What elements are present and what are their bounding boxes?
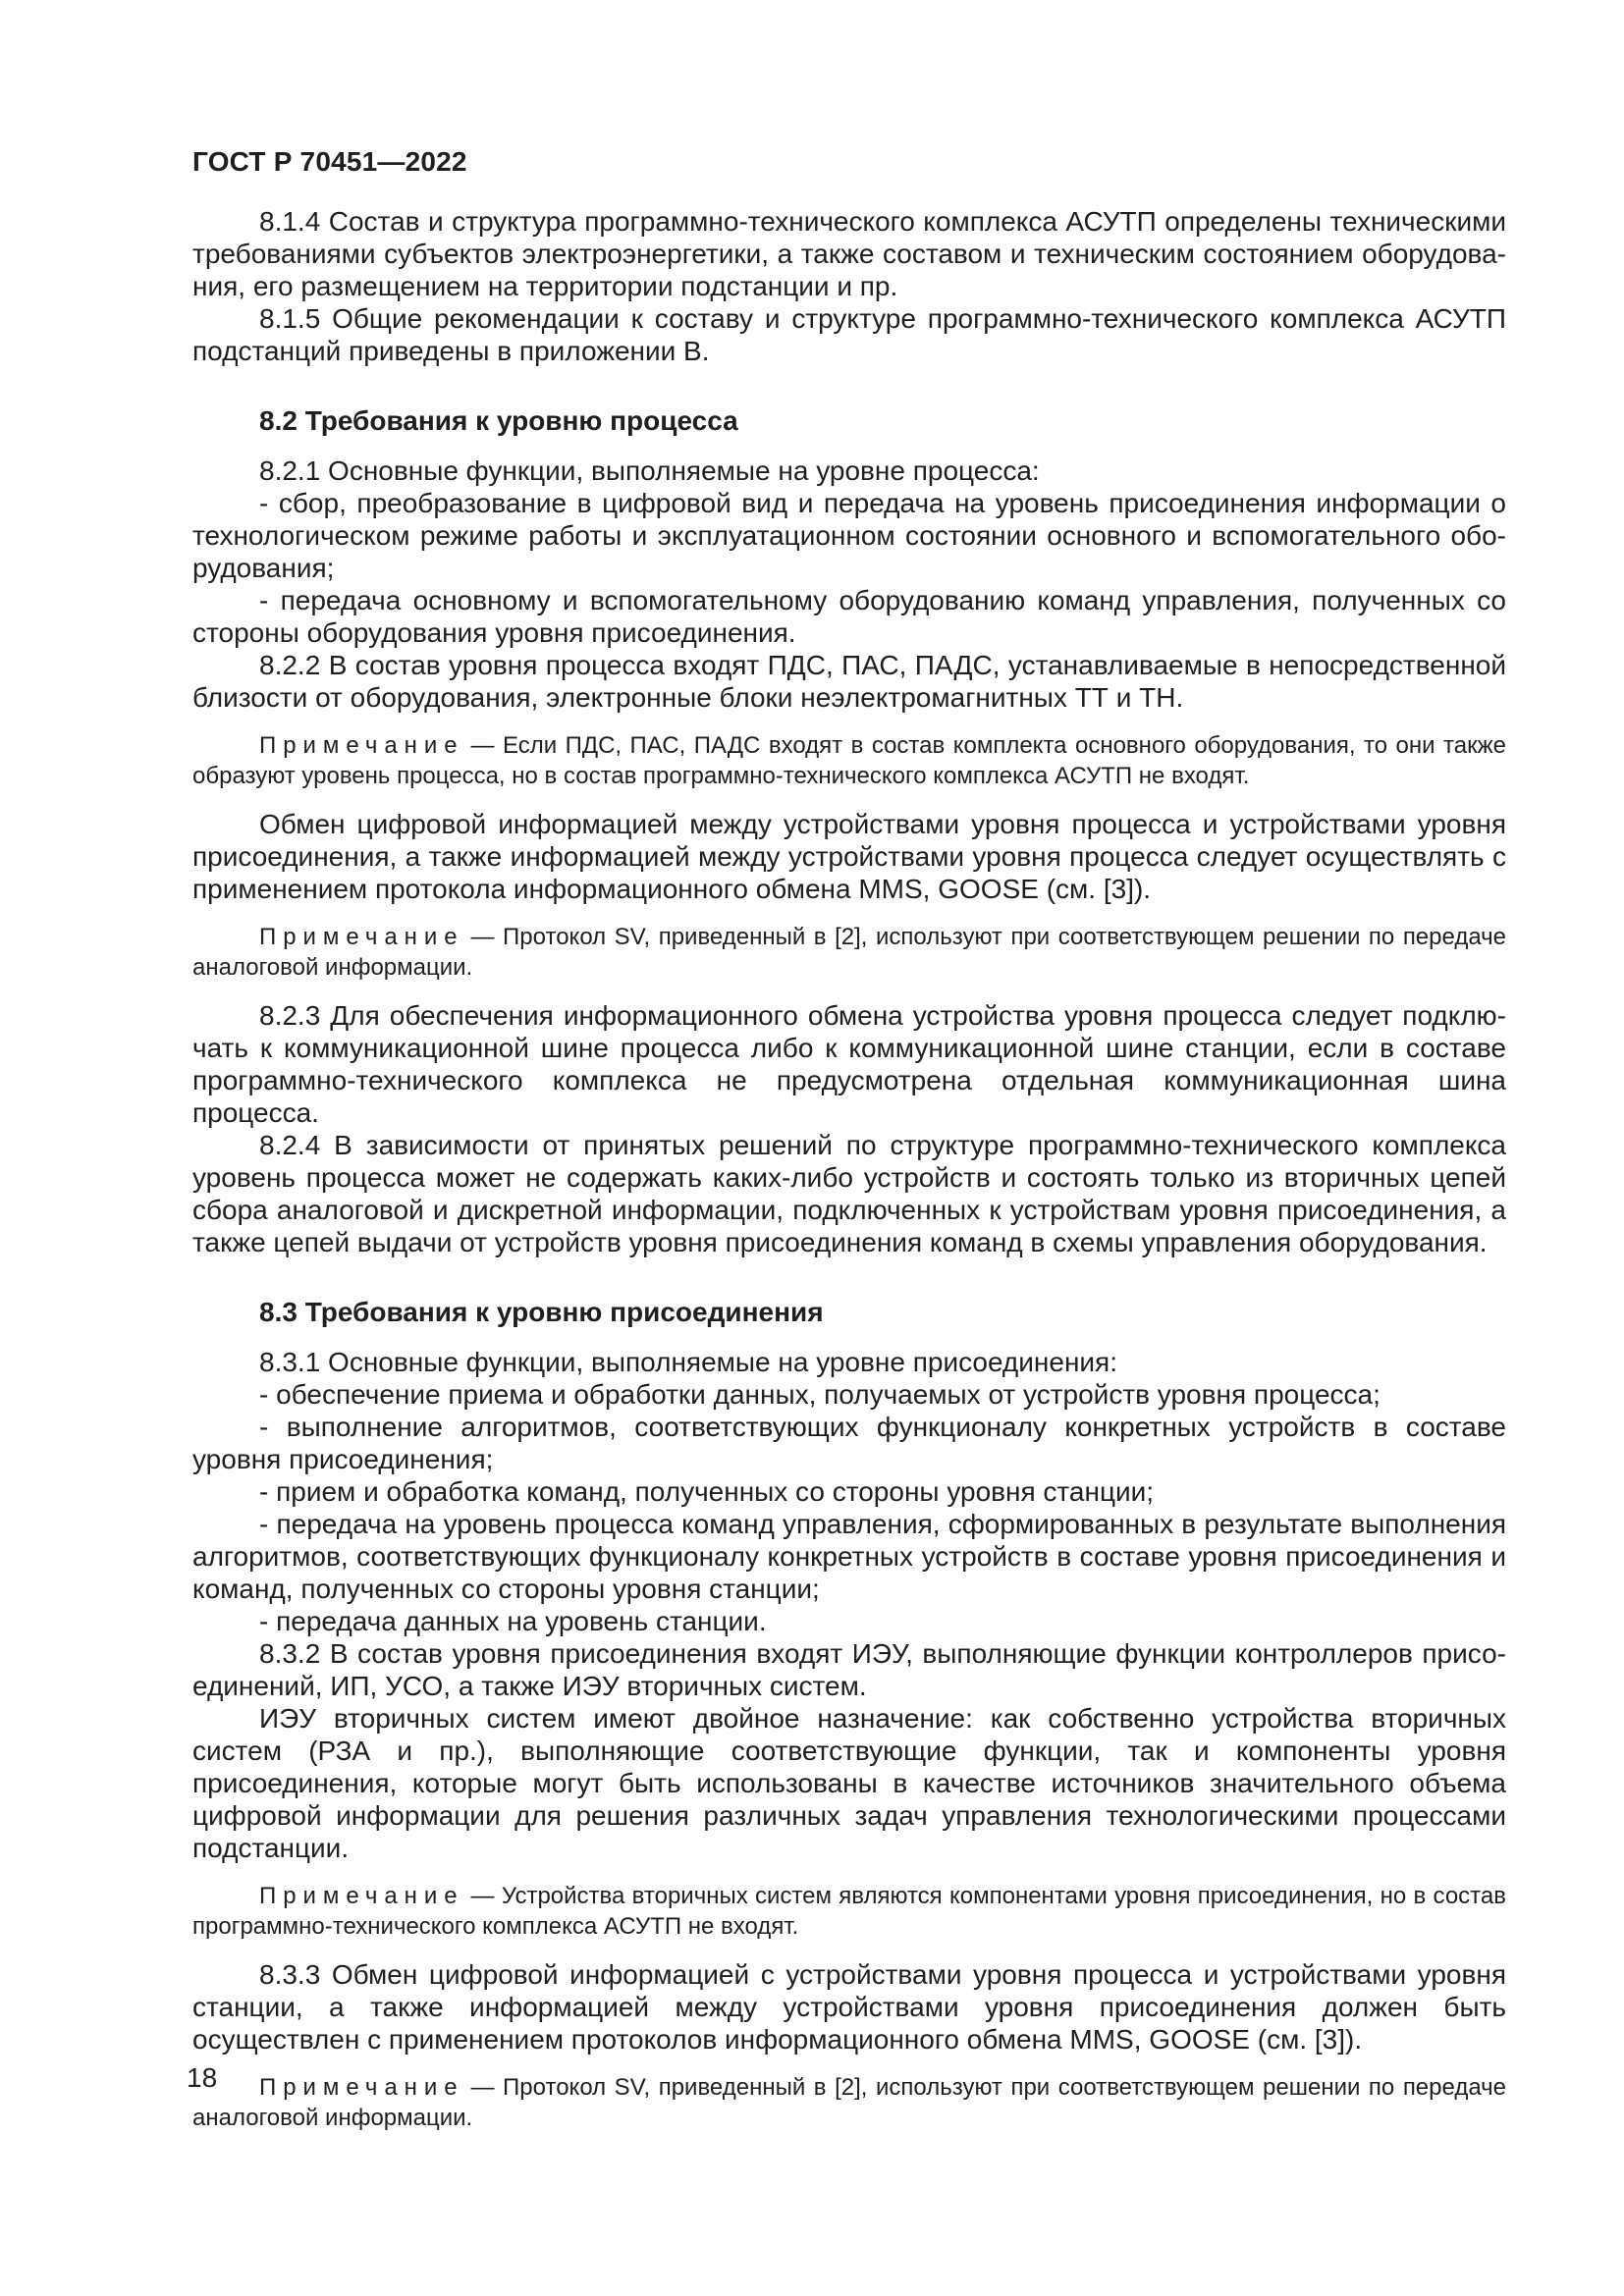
body-paragraph: 8.3.2 В состав уровня присоединения входят ИЭУ, выполняющие функции контроллеров присоединений, ИП, УСО, а также ИЭУ вторичных систем.: [192, 1638, 1506, 1701]
note-label: Примечание: [259, 1883, 464, 1909]
body-paragraph: - передача на уровень процесса команд управления, сформированных в результате выполнения алгоритмов, соответствующих функционалу конкретных устройств в составе уровня присоединения и команд, полученных со стороны уровня станции;: [192, 1509, 1506, 1604]
body-paragraph: 8.3.1 Основные функции, выполняемые на уровне присоединения:: [259, 1347, 1117, 1377]
body-paragraph: - выполнение алгоритмов, соответствующих функционалу конкретных устройств в составе уровня присоединения;: [192, 1412, 1506, 1474]
body-paragraph: 8.1.5 Общие рекомендации к составу и структуре программно-технического комплекса АСУТП подстанций приведены в приложении В.: [192, 303, 1506, 366]
note-text: — Протокол SV, приведенный в [2], используют при соответствующем решении по передаче аналоговой информации.: [192, 924, 1506, 981]
body-paragraph: Обмен цифровой информацией между устройствами уровня процесса и устройствами уровня присоединения, а также информацией между устройствами уровня процесса следует осуществлять с применением протокола информационного обмена MMS, GOOSE (см. [3]).: [192, 809, 1506, 904]
note-paragraph: [192, 730, 1506, 791]
body-paragraph: 8.2.2 В состав уровня процесса входят ПДС, ПАС, ПАДС, устанавливаемые в непосредственной близости от оборудования, электронные блоки неэлектромагнитных ТТ и ТН.: [192, 650, 1506, 713]
note-label: Примечание: [259, 2074, 464, 2101]
document-body: [192, 205, 1506, 2133]
document-content: [192, 145, 1506, 2150]
body-paragraph: - обеспечение приема и обработки данных, получаемых от устройств уровня процесса;: [259, 1379, 1380, 1410]
body-paragraph: - прием и обработка команд, полученных со стороны уровня станции;: [259, 1476, 1155, 1507]
section-heading: 8.3 Требования к уровню присоединения: [259, 1297, 824, 1327]
body-paragraph: - передача данных на уровень станции.: [259, 1606, 767, 1636]
body-paragraph: 8.2.4 В зависимости от принятых решений по структуре программно-технического комплекса уровень процесса может не содержать каких-либо устройств и состоять только из вторичных цепей сбора аналоговой и дискретной информации, подключенных к устройствам уровня присоединения, а также цепей выдачи от устройств уровня присоединения команд в схемы управления оборудования.: [192, 1130, 1506, 1257]
body-paragraph: 8.1.4 Состав и структура программно-технического комплекса АСУТП определены техническими требованиями субъектов электроэнергетики, а также составом и техническим состоянием оборудования, его размещением на территории подстанции и пр.: [192, 206, 1506, 301]
note-paragraph: [192, 922, 1506, 983]
body-paragraph: ИЭУ вторичных систем имеют двойное назначение: как собственно устройства вторичных систем (РЗА и пр.), выполняющие соответствующие функции, так и компоненты уровня присоединения, которые могут быть использованы в качестве источников значительного объема цифровой информации для решения различных задач управления технологическими процессами подстанции.: [192, 1703, 1506, 1863]
body-paragraph: - сбор, преобразование в цифровой вид и передача на уровень присоединения информации о технологическом режиме работы и эксплуатационном состоянии основного и вспомогательного оборудования;: [192, 488, 1506, 583]
note-paragraph: [192, 1881, 1506, 1942]
body-paragraph: 8.2.3 Для обеспечения информационного обмена устройства уровня процесса следует подключать к коммуникационной шине процесса либо к коммуникационной шине станции, если в составе программно-технического комплекса не предусмотрена отдельная коммуникационная шина процесса.: [192, 1000, 1506, 1128]
body-paragraph: - передача основному и вспомогательному оборудованию команд управления, полученных со стороны оборудования уровня присоединения.: [192, 585, 1506, 648]
note-text: — Устройства вторичных систем являются компонентами уровня присоединения, но в состав программно-технического комплекса АСУТП не входят.: [192, 1883, 1506, 1940]
body-paragraph: 8.3.3 Обмен цифровой информацией с устройствами уровня процесса и устройствами уровня станции, а также информацией между устройствами уровня присоединения должен быть осуществлен с применением протоколов информационного обмена MMS, GOOSE (см. [3]).: [192, 1959, 1506, 2055]
section-heading: 8.2 Требования к уровню процесса: [259, 405, 738, 436]
note-paragraph: [192, 2072, 1506, 2133]
document-header: ГОСТ Р 70451—2022: [192, 146, 467, 177]
page-number: 18: [187, 2062, 218, 2093]
note-text: — Если ПДС, ПАС, ПАДС входят в состав комплекта основного оборудования, то они также образуют уровень процесса, но в состав программно-технического комплекса АСУТП не входят.: [192, 732, 1506, 789]
note-label: Примечание: [259, 924, 464, 950]
note-label: Примечание: [259, 732, 464, 759]
note-text: — Протокол SV, приведенный в [2], используют при соответствующем решении по передаче аналоговой информации.: [192, 2074, 1506, 2131]
body-paragraph: 8.2.1 Основные функции, выполняемые на уровне процесса:: [259, 455, 1040, 486]
